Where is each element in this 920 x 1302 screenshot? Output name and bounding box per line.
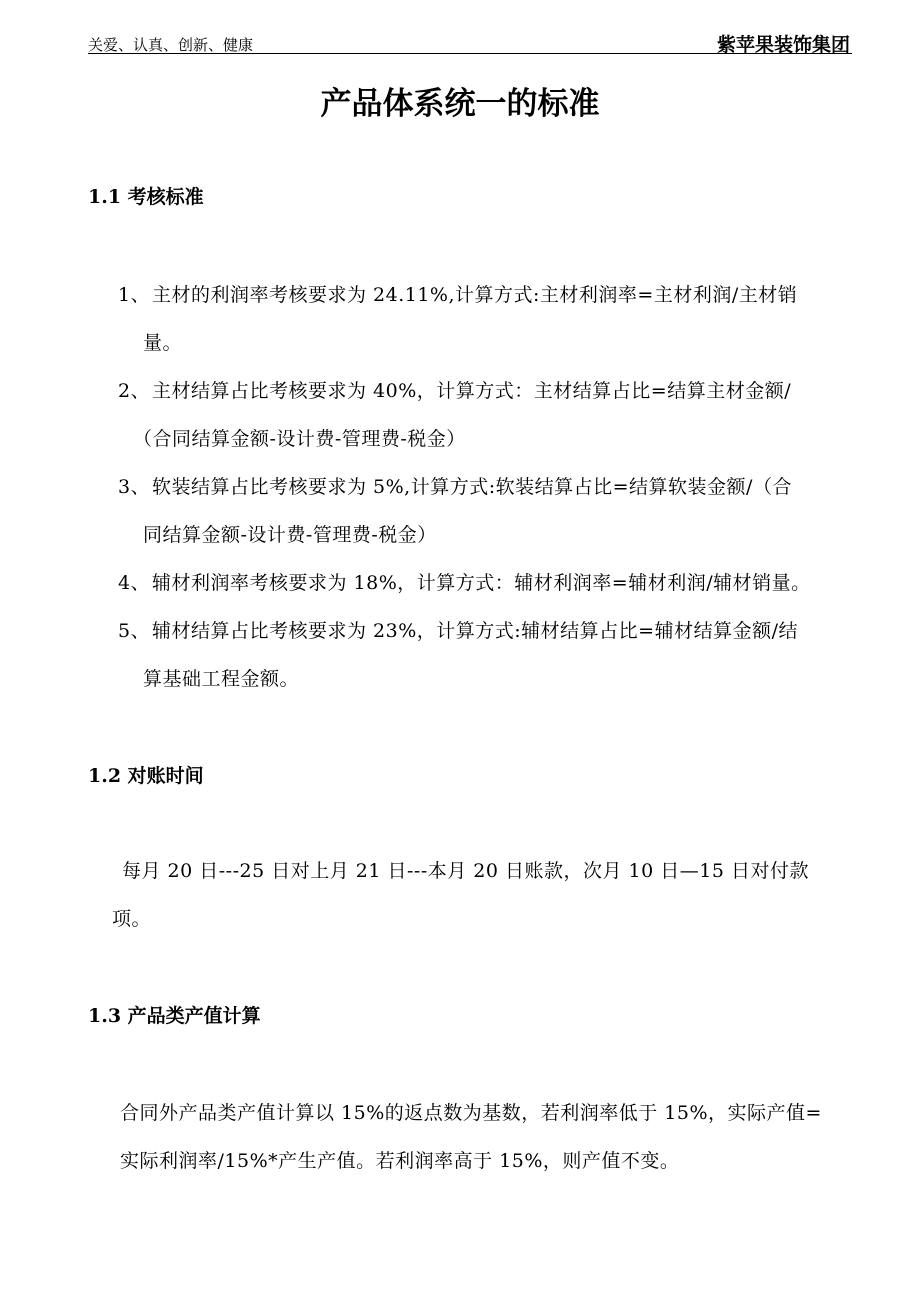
header-company: 紫苹果装饰集团: [716, 34, 850, 56]
item-line: 主材结算占比考核要求为 40%，计算方式：主材结算占比=结算主材金额/: [152, 380, 792, 402]
paragraph-line: 每月 20 日---25 日对上月 21 日---本月 20 日账款，次月 10 日—15 日对付款: [122, 860, 809, 882]
item-line: 同结算金额-设计费-管理费-税金）: [143, 524, 437, 546]
document-title: 产品体系统一的标准: [320, 86, 600, 122]
item-number: 5、: [118, 620, 151, 642]
item-line: 辅材结算占比考核要求为 23%，计算方式:辅材结算占比=辅材结算金额/结: [152, 620, 798, 642]
header-motto: 关爱、认真、创新、健康: [88, 36, 254, 54]
item-line: （合同结算金额-设计费-管理费-税金）: [133, 428, 466, 450]
item-line: 辅材利润率考核要求为 18%，计算方式：辅材利润率=辅材利润/辅材销量。: [152, 572, 811, 594]
item-line: 量。: [143, 332, 183, 354]
section-heading-1-1: 1.1 考核标准: [88, 186, 204, 208]
item-number: 2、: [118, 380, 151, 402]
item-line: 算基础工程金额。: [143, 668, 300, 690]
paragraph-line: 合同外产品类产值计算以 15%的返点数为基数，若利润率低于 15%，实际产值=: [120, 1102, 822, 1124]
header-divider: [88, 53, 852, 54]
item-number: 4、: [118, 572, 151, 594]
paragraph-line: 项。: [112, 908, 152, 930]
item-line: 软装结算占比考核要求为 5%,计算方式:软装结算占比=结算软装金额/（合: [152, 476, 792, 498]
paragraph-line: 实际利润率/15%*产生产值。若利润率高于 15%，则产值不变。: [120, 1150, 680, 1172]
section-heading-1-2: 1.2 对账时间: [88, 765, 204, 787]
section-heading-1-3: 1.3 产品类产值计算: [88, 1005, 261, 1027]
item-number: 1、: [118, 284, 151, 306]
item-line: 主材的利润率考核要求为 24.11%,计算方式:主材利润率=主材利润/主材销: [152, 284, 798, 306]
item-number: 3、: [118, 476, 151, 498]
